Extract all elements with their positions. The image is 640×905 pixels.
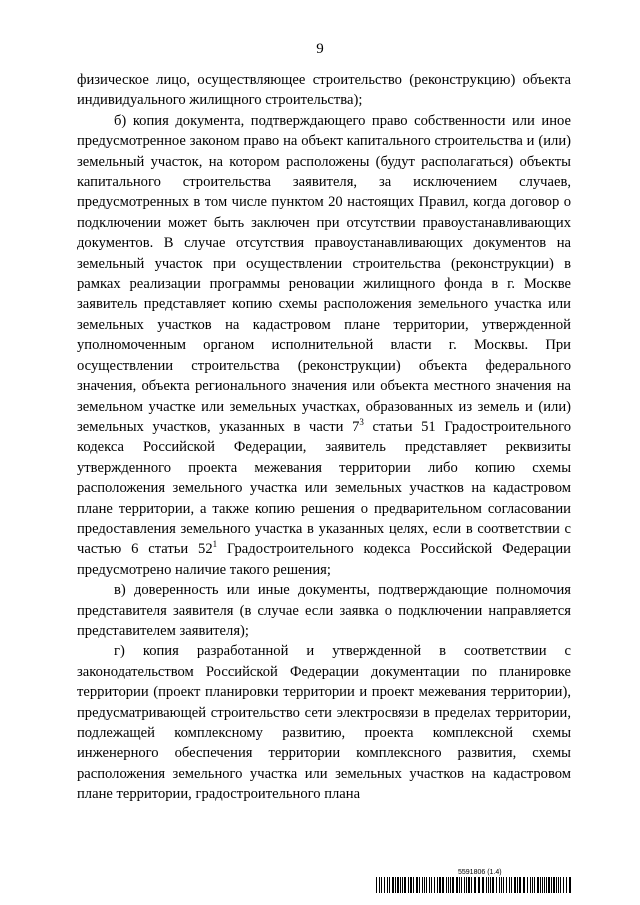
barcode-image — [376, 877, 572, 893]
paragraph-item-g: г) копия разработанной и утвержденной в соответствии с законодательством Российской Федерации документации по планировке территории (проект планировки территории и проект межевания территории), предусматривающей строительство сети электросвязи в пределах территории, подлежащей комплексному развитию, проекта комплексной схемы инженерного обеспечения территории комплексного развития, схемы расположения земельного участка или земельных участков на кадастровом плане территории, градостроительного плана — [77, 643, 571, 803]
document-body — [77, 70, 571, 805]
superscript-article-52-1: 1 — [212, 539, 218, 550]
paragraph-item-b-text-1: б) копия документа, подтверждающего право собственности или иное предусмотренное законом право на объект капитального строительства и (или) земельный участок, на котором расположены (будут располагаться) объекты капитального строительства заявителя, за исключением случаев, предусмотренных в том числе пунктом 20 настоящих Правил, когда договор о подключении может быть заключен при отсутствии правоустанавливающих документов. В случае отсутствия правоустанавливающих документов на земельный участок при осуществлении строительства (реконструкции) в рамках реализации программы реновации жилищного фонда в г. Москве заявитель представляет копию схемы расположения земельного участка или земельных участков на кадастровом плане территории, утвержденной уполномоченным органом исполнительной власти г. Москвы. При осуществлении строительства (реконструкции) объекта федерального значения, объекта регионального значения или объекта местного значения на земельном участке или земельных участках, образованных из земель и (или) земельных участков, указанных в части 7 — [77, 112, 571, 435]
paragraph-item-v: в) доверенность или иные документы, подтверждающие полномочия представителя заявителя (в случае если заявка о подключении направляется представителем заявителя); — [77, 582, 571, 639]
paragraph-item-b-text-2: статьи 51 Градостроительного кодекса Российской Федерации, заявитель представляет реквизиты утвержденного проекта межевания территории либо копию схемы расположения земельного участка или земельных участков на кадастровом плане территории, а также копию решения о предварительном согласовании предоставления земельного участка в указанных целях, если в соответствии с частью 6 статьи 52 — [77, 418, 571, 558]
page-number: 9 — [316, 41, 324, 57]
paragraph-item-b — [77, 111, 571, 580]
paragraph-item-b-text-3: Градостроительного кодекса Российской Федерации предусмотрено наличие такого решения; — [77, 541, 571, 578]
document-code: 5591806 (1.4) — [458, 869, 502, 876]
paragraph-continuation: физическое лицо, осуществляющее строительство (реконструкцию) объекта индивидуального жилищного строительства); — [77, 72, 571, 109]
superscript-part-7-3: 3 — [359, 416, 364, 427]
